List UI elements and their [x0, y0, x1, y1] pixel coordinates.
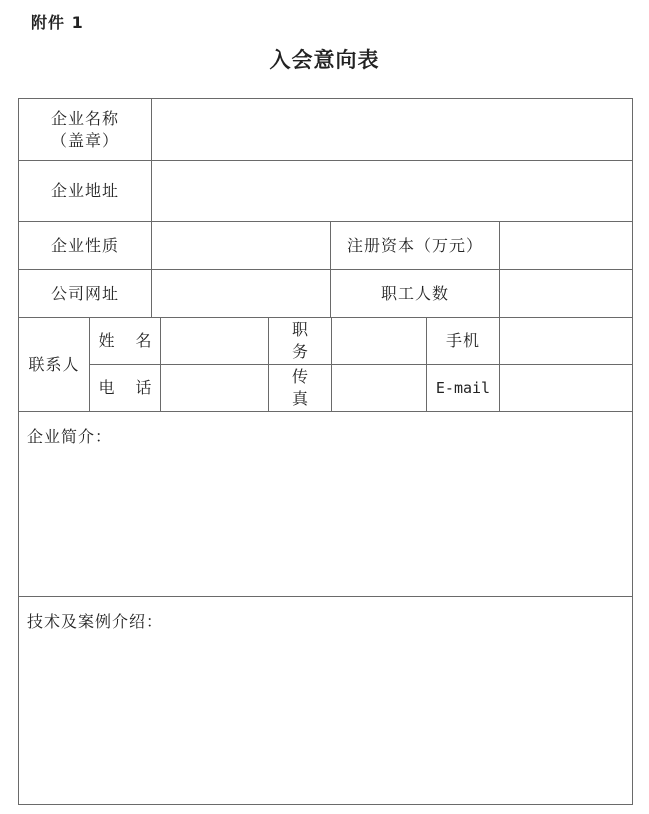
contact-name-field[interactable] [161, 318, 268, 364]
membership-form-table [18, 98, 633, 805]
company-name-label-line1: 企业名称 [50, 108, 119, 128]
form-title: 入会意向表 [269, 48, 380, 72]
contact-position-label: 职 务 [291, 320, 316, 361]
employee-count-field[interactable] [500, 270, 632, 317]
contact-fax-field[interactable] [332, 365, 426, 411]
company-name-field[interactable] [152, 99, 632, 160]
contact-phone-label: 电 话 [98, 378, 160, 397]
contact-email-label: E-mail [435, 379, 491, 397]
contact-name-label: 姓 名 [98, 331, 160, 350]
contact-mobile-field[interactable] [500, 318, 632, 364]
contact-phone-field[interactable] [161, 365, 268, 411]
company-nature-field[interactable] [152, 222, 330, 269]
contact-mobile-label: 手机 [445, 331, 480, 350]
tech-cases-field[interactable] [19, 597, 632, 804]
registered-capital-label: 注册资本（万元） [346, 235, 483, 255]
employee-count-label: 职工人数 [380, 283, 449, 303]
company-address-field[interactable] [152, 161, 632, 221]
company-name-label-line2: （盖章） [50, 130, 119, 150]
contact-person-label: 联系人 [28, 354, 80, 374]
company-name-label [19, 99, 151, 160]
attachment-label: 附件 1 [31, 13, 84, 32]
company-website-label: 公司网址 [50, 283, 119, 303]
company-nature-label: 企业性质 [50, 235, 119, 255]
company-intro-label: 企业简介： [27, 427, 113, 446]
tech-cases-label: 技术及案例介绍： [27, 612, 164, 631]
registered-capital-field[interactable] [500, 222, 632, 269]
company-intro-field[interactable] [19, 412, 632, 596]
company-address-label: 企业地址 [50, 181, 119, 200]
company-website-field[interactable] [152, 270, 330, 317]
contact-email-field[interactable] [500, 365, 632, 411]
contact-position-field[interactable] [332, 318, 426, 364]
contact-fax-label: 传 真 [291, 367, 316, 408]
